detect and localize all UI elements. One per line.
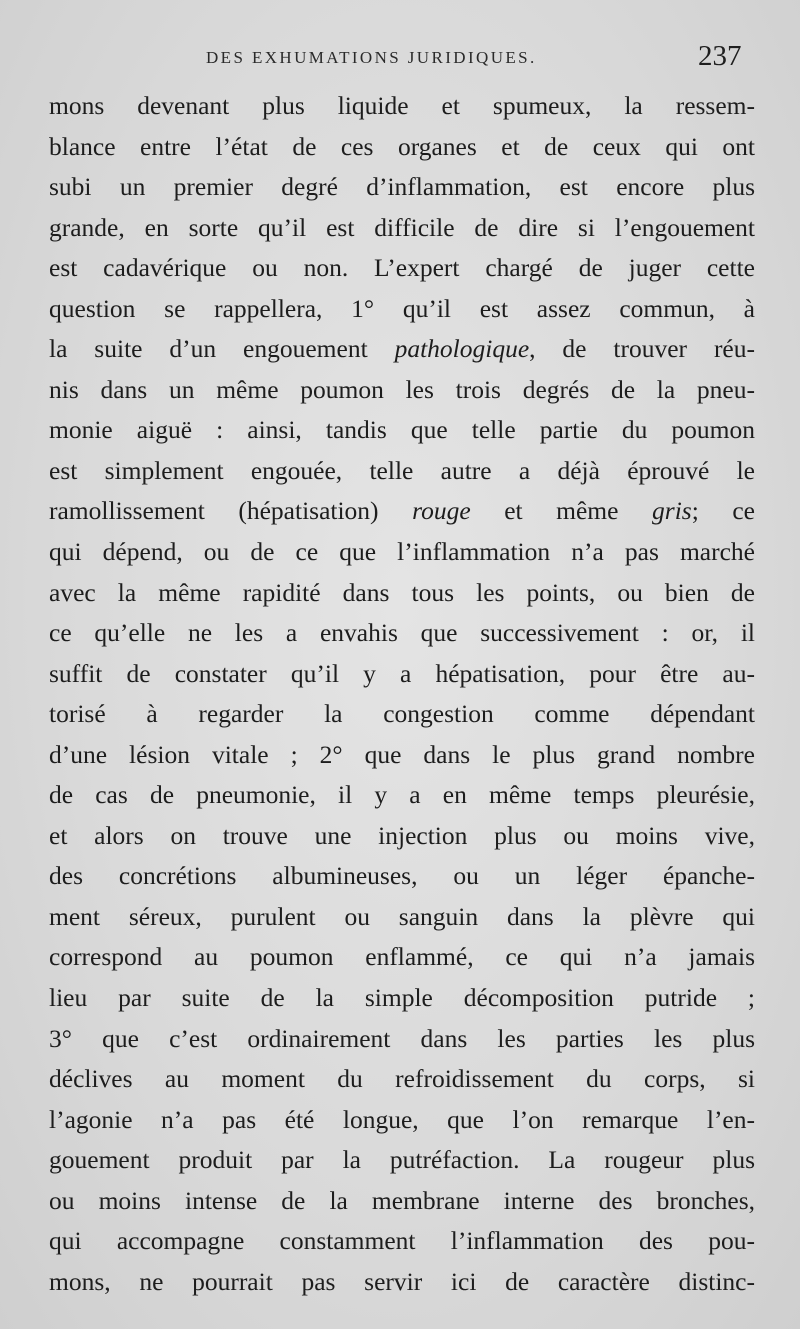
text-run: , de trouver réu-: [529, 334, 755, 364]
running-title: DES EXHUMATIONS JURIDIQUES.: [206, 48, 537, 67]
text-line: ce qu’elle ne les a envahis que successivement : or, il: [49, 618, 755, 648]
text-line: et alors on trouve une injection plus ou moins vive,: [49, 820, 755, 850]
text-line: nis dans un même poumon les trois degrés de la pneu-: [49, 374, 755, 404]
text-line: suffit de constater qu’il y a hépatisation, pour être au-: [49, 658, 755, 688]
text-run: ; ce: [691, 496, 755, 526]
text-line: ou moins intense de la membrane interne des bronches,: [49, 1185, 755, 1215]
text-line: grande, en sorte qu’il est difficile de dire si l’engouement: [49, 212, 755, 242]
text-line: d’une lésion vitale ; 2° que dans le plus grand nombre: [49, 739, 755, 769]
text-run: ramollissement (hépatisation): [49, 496, 413, 526]
text-line: blance entre l’état de ces organes et de ceux qui ont: [49, 131, 755, 161]
text-line: avec la même rapidité dans tous les points, ou bien de: [49, 577, 755, 607]
text-line: est cadavérique ou non. L’expert chargé de juger cette: [49, 253, 755, 283]
text-line: de cas de pneumonie, il y a en même temps pleurésie,: [49, 780, 755, 810]
text-line: mons, ne pourrait pas servir ici de caractère distinc-: [49, 1266, 755, 1296]
text-line: [49, 491, 755, 532]
body-text: [49, 86, 755, 1302]
text-line: [49, 329, 755, 370]
running-head: [0, 40, 800, 78]
text-line: déclives au moment du refroidissement du corps, si: [49, 1064, 755, 1094]
text-line: correspond au poumon enflammé, ce qui n’a jamais: [49, 942, 755, 972]
text-line: l’agonie n’a pas été longue, que l’on remarque l’en-: [49, 1104, 755, 1134]
text-line: torisé à regarder la congestion comme dépendant: [49, 699, 755, 729]
text-line: des concrétions albumineuses, ou un léger épanche-: [49, 861, 755, 891]
text-line: lieu par suite de la simple décomposition putride ;: [49, 983, 755, 1013]
italic-word: rouge: [412, 496, 471, 526]
italic-word: pathologique: [394, 334, 530, 364]
text-line: 3° que c’est ordinairement dans les parties les plus: [49, 1023, 755, 1053]
text-run: et même: [470, 496, 653, 526]
italic-word: gris: [652, 496, 692, 526]
text-line: qui accompagne constamment l’inflammation des pou-: [49, 1226, 755, 1256]
text-run: la suite d’un engouement: [49, 334, 395, 364]
text-line: question se rappellera, 1° qu’il est assez commun, à: [49, 293, 755, 323]
text-line: ment séreux, purulent ou sanguin dans la plèvre qui: [49, 901, 755, 931]
page-number: 237: [698, 40, 742, 72]
text-line: monie aiguë : ainsi, tandis que telle partie du poumon: [49, 415, 755, 445]
text-line: est simplement engouée, telle autre a déjà éprouvé le: [49, 455, 755, 485]
text-line: gouement produit par la putréfaction. La rougeur plus: [49, 1145, 755, 1175]
text-line: mons devenant plus liquide et spumeux, la ressem-: [49, 91, 755, 120]
text-line: subi un premier degré d’inflammation, est encore plus: [49, 172, 755, 202]
text-line: qui dépend, ou de ce que l’inflammation n’a pas marché: [49, 537, 755, 567]
